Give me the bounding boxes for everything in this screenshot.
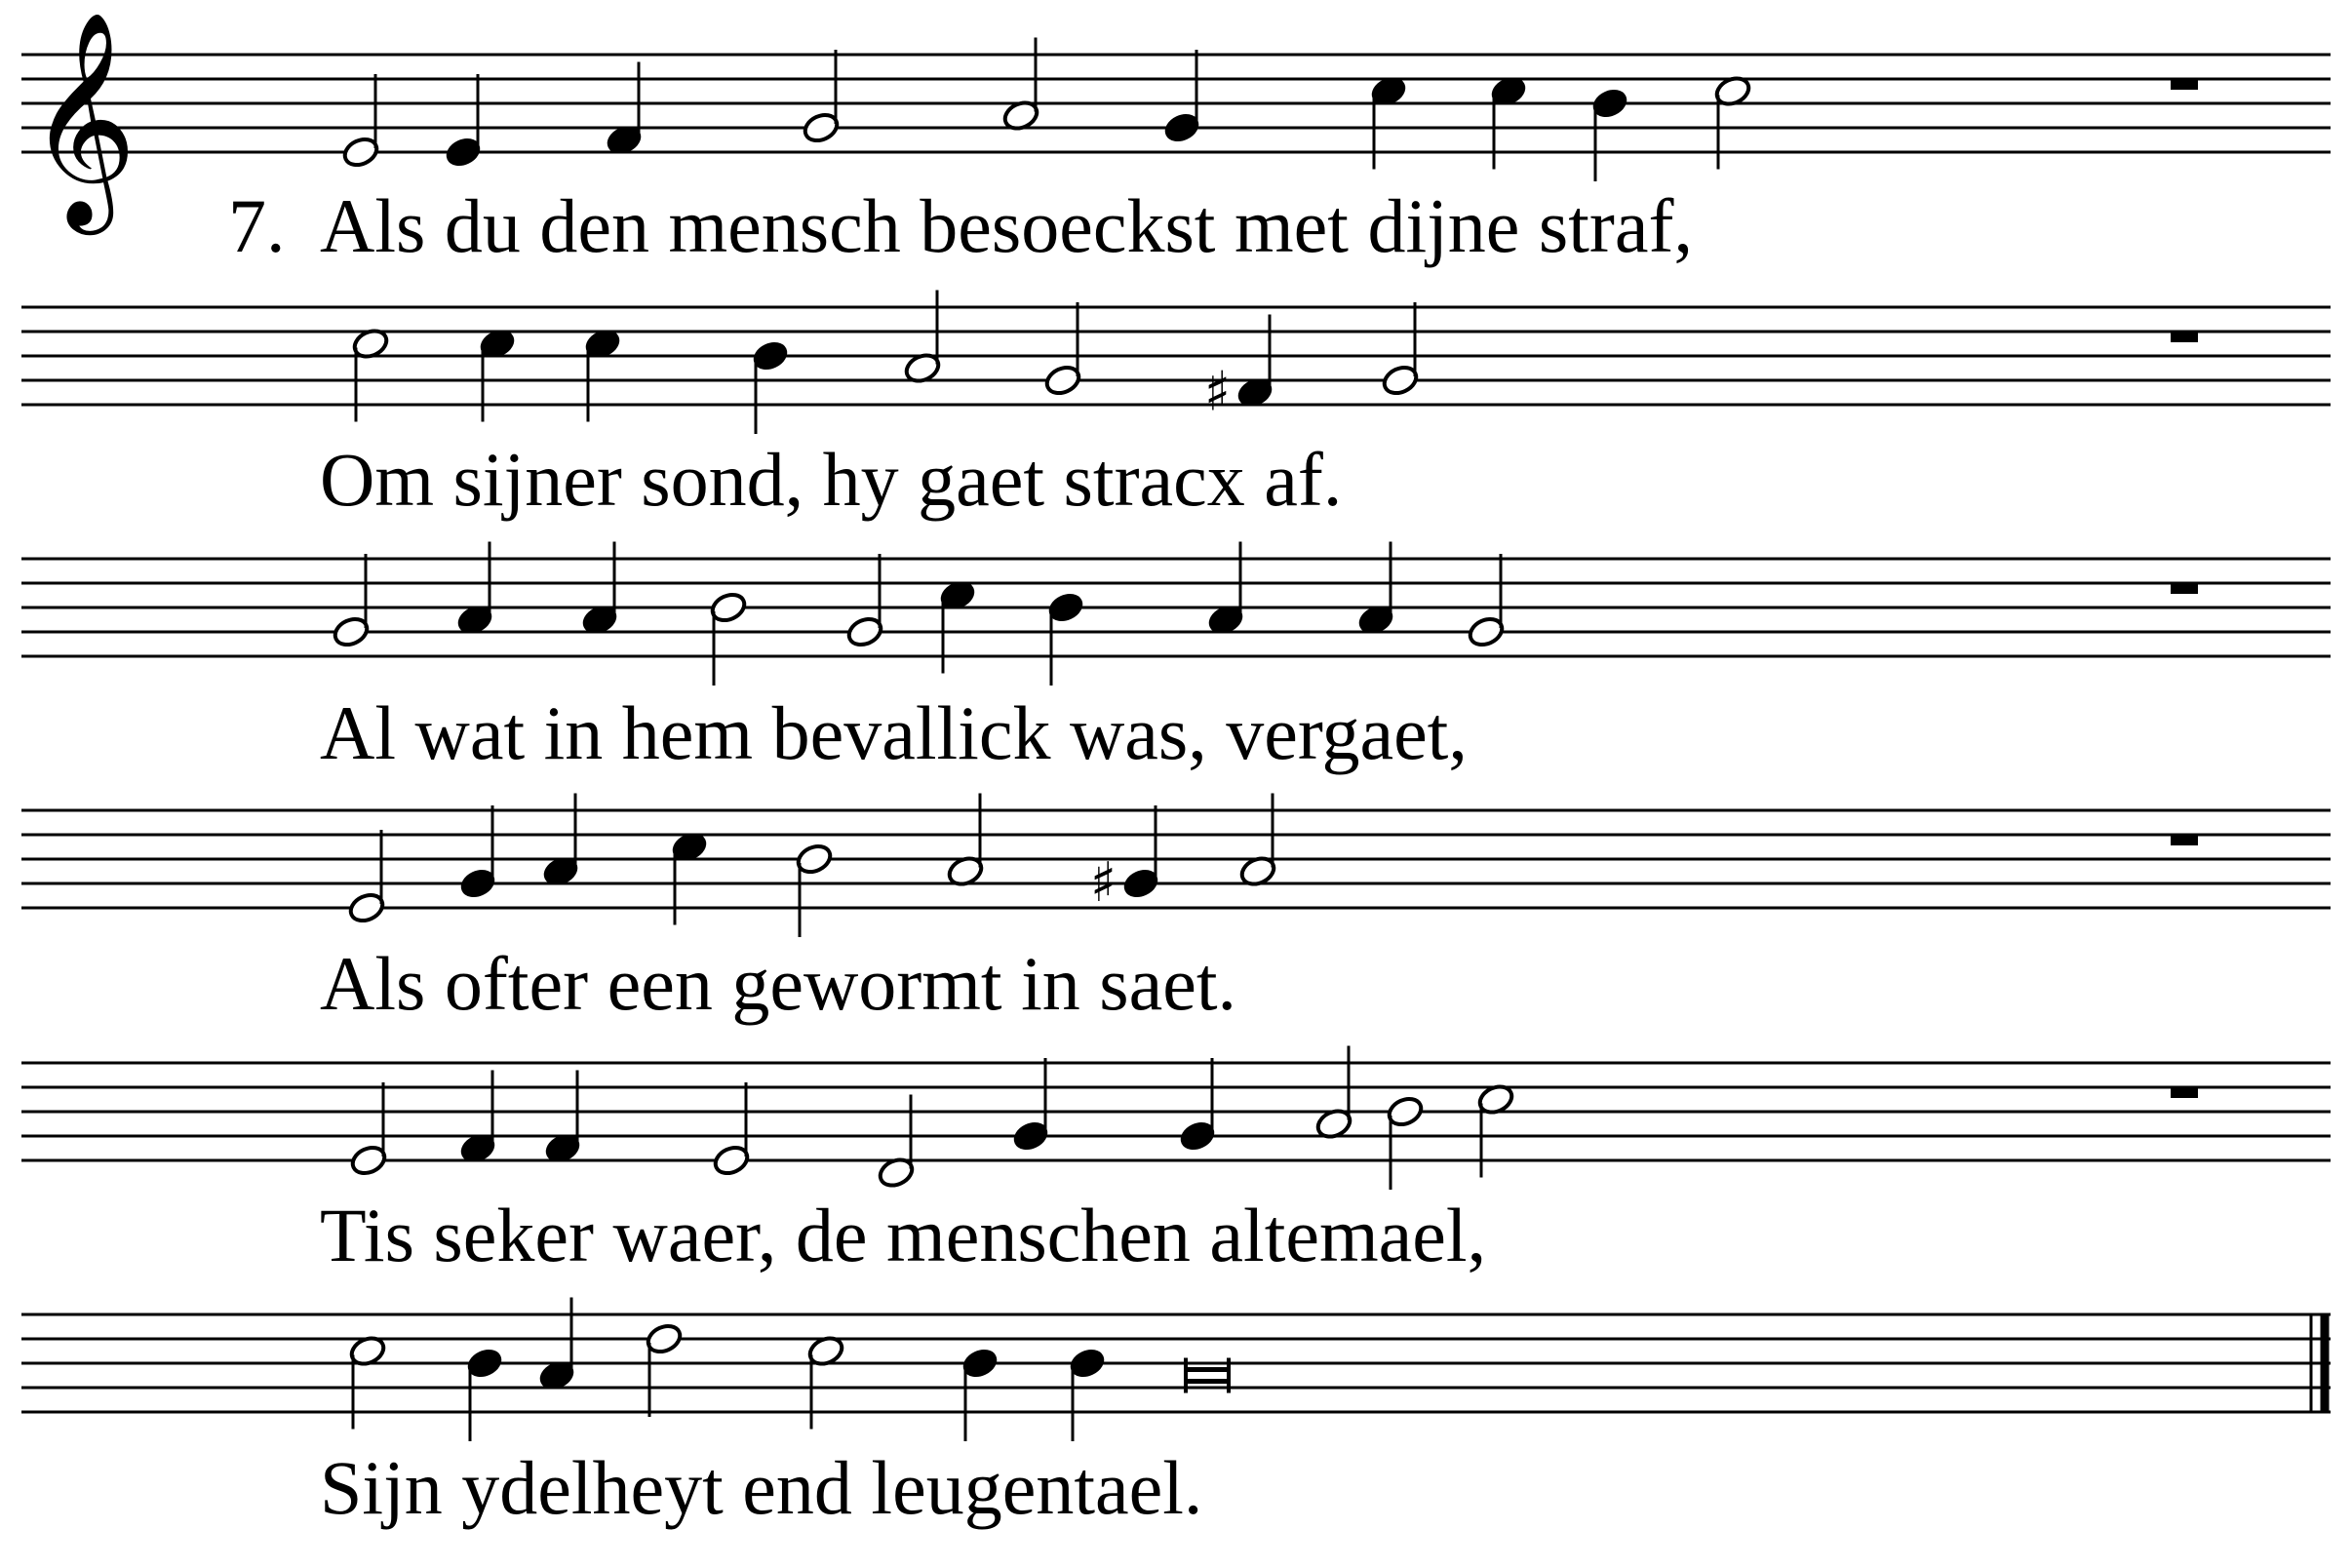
note: [795, 842, 835, 937]
note: [806, 1333, 846, 1429]
note: [347, 830, 387, 925]
note: [1386, 1094, 1426, 1190]
sharp-icon: ♯: [1090, 851, 1117, 915]
half-rest-icon: [2171, 332, 2198, 342]
verse-number: 7.: [228, 183, 286, 268]
note: [1238, 794, 1278, 889]
note: [580, 542, 620, 638]
note: [458, 805, 498, 901]
note: [465, 1346, 505, 1441]
lyric-line-4: Als ofter een gewormt in saet.: [320, 941, 1237, 1026]
note: [332, 554, 372, 649]
note: [1046, 590, 1086, 686]
note: [1001, 38, 1041, 134]
sharp-icon: ♯: [1204, 360, 1232, 424]
half-rest-icon: [2171, 1087, 2198, 1098]
note: [478, 326, 518, 421]
note: [1011, 1058, 1051, 1154]
staff-system-3: [21, 542, 2331, 686]
note: [349, 1082, 389, 1178]
lyric-line-2: Om sijner sond, hy gaet stracx af.: [320, 437, 1343, 522]
note: [845, 554, 885, 649]
staff-system-5: [21, 1046, 2331, 1191]
half-rest-icon: [2171, 835, 2198, 845]
note: [458, 1071, 498, 1166]
note: [1206, 542, 1246, 638]
lyric-line-6: Sijn ydelheyt end leugentael.: [320, 1445, 1203, 1530]
note: [1590, 86, 1630, 181]
note: [1713, 73, 1753, 169]
note: [645, 1321, 685, 1417]
note: [1467, 554, 1507, 649]
note: [1162, 50, 1202, 145]
lyric-line-5: Tis seker waer, de menschen altemael,: [320, 1193, 1487, 1277]
note: [541, 794, 581, 889]
note: [877, 1095, 917, 1191]
note: [938, 577, 978, 673]
half-rest-icon: [2171, 79, 2198, 90]
note: [1068, 1346, 1108, 1441]
lyrics: [228, 183, 1693, 1530]
note: [1489, 73, 1529, 169]
note: [670, 829, 710, 924]
treble-clef-icon: 𝄞: [27, 10, 137, 225]
note: [712, 1082, 752, 1178]
note: [351, 326, 391, 421]
staff-system-6: [21, 1298, 2331, 1442]
staff-system-4: [21, 794, 2331, 938]
note: [1369, 73, 1409, 169]
staff-system-2: [21, 291, 2331, 435]
half-rest-icon: [2171, 583, 2198, 594]
note: [348, 1333, 388, 1429]
note: [605, 62, 645, 158]
note: [1476, 1081, 1516, 1177]
note: [802, 50, 842, 145]
note: [960, 1346, 1000, 1441]
note: [1178, 1058, 1218, 1154]
note: [946, 794, 986, 889]
note: [1043, 302, 1083, 398]
note: [583, 326, 623, 421]
note: [751, 338, 791, 434]
lyric-line-1: Als du den mensch besoeckst met dijne straf,: [320, 183, 1693, 268]
note: [444, 74, 484, 170]
note: [1381, 302, 1421, 398]
note: [1314, 1046, 1354, 1142]
lyric-line-3: Al wat in hem bevallick was, vergaet,: [320, 690, 1468, 775]
note: [455, 542, 495, 638]
note: [341, 74, 381, 170]
note: [537, 1298, 577, 1393]
note: [709, 590, 749, 686]
note: [903, 291, 943, 386]
note: [543, 1071, 583, 1166]
note: [1356, 542, 1396, 638]
